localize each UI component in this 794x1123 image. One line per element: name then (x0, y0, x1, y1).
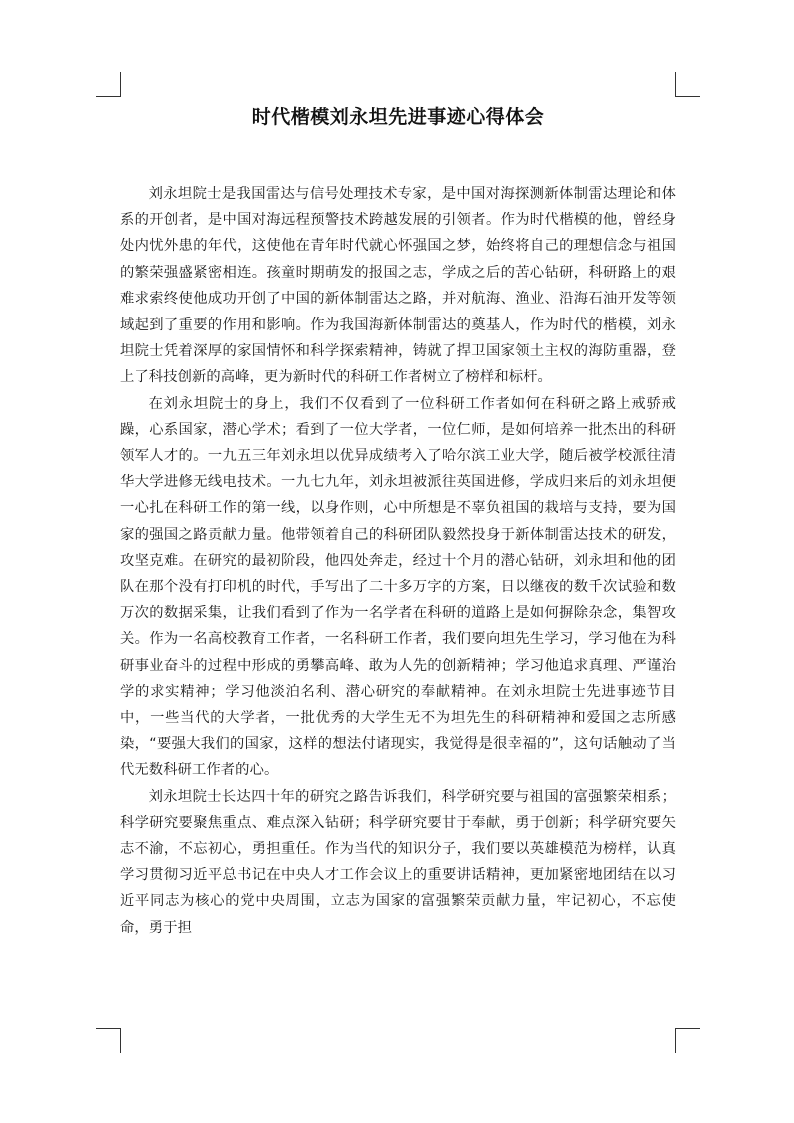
document-body (120, 181, 676, 941)
crop-mark-top-right (675, 72, 700, 97)
paragraph-3: 刘永坦院士长达四十年的研究之路告诉我们，科学研究要与祖国的富强繁荣相系；科学研究要聚焦重点、难点深入钻研；科学研究要甘于奉献，勇于创新；科学研究要矢志不渝，不忘初心，勇担重任。作为当代的知识分子，我们要以英雄模范为榜样，认真学习贯彻习近平总书记在中央人才工作会议上的重要讲话精神，更加紧密地团结在以习近平同志为核心的党中央周围，立志为国家的富强繁荣贡献力量，牢记初心，不忘使命，勇于担 (120, 788, 676, 936)
paragraph-1: 刘永坦院士是我国雷达与信号处理技术专家，是中国对海探测新体制雷达理论和体系的开创者，是中国对海远程预警技术跨越发展的引领者。作为时代楷模的他，曾经身处内忧外患的年代，这使他在青年时代就心怀强国之梦，始终将自己的理想信念与祖国的繁荣强盛紧密相连。孩童时期萌发的报国之志，学成之后的苦心钻研，科研路上的艰难求索终使他成功开创了中国的新体制雷达之路，并对航海、渔业、沿海石油开发等领域起到了重要的作用和影响。作为我国海新体制雷达的奠基人，作为时代的楷模，刘永坦院士凭着深厚的家国情怀和科学探索精神，铸就了捍卫国家领土主权的海防重器，登上了科技创新的高峰，更为新时代的科研工作者树立了榜样和标杆。 (120, 186, 676, 386)
crop-mark-top-left (96, 72, 121, 97)
crop-mark-bottom-right (675, 1028, 700, 1053)
document-page (120, 100, 676, 941)
crop-mark-bottom-left (96, 1028, 121, 1053)
paragraph-2: 在刘永坦院士的身上，我们不仅看到了一位科研工作者如何在科研之路上戒骄戒躁，心系国家，潜心学术；看到了一位大学者，一位仁师，是如何培养一批杰出的科研领军人才的。一九五三年刘永坦以优异成绩考入了哈尔滨工业大学，随后被学校派往清华大学进修无线电技术。一九七九年，刘永坦被派往英国进修，学成归来后的刘永坦便一心扎在科研工作的第一线，以身作则，心中所想是不辜负祖国的栽培与支持，要为国家的强国之路贡献力量。他带领着自己的科研团队毅然投身于新体制雷达技术的研发，攻坚克难。在研究的最初阶段，他四处奔走，经过十个月的潜心钻研，刘永坦和他的团队在那个没有打印机的时代，手写出了二十多万字的方案，日以继夜的数千次试验和数万次的数据采集，让我们看到了作为一名学者在科研的道路上是如何摒除杂念，集智攻关。作为一名高校教育工作者，一名科研工作者，我们要向坦先生学习，学习他在为科研事业奋斗的过程中形成的勇攀高峰、敢为人先的创新精神；学习他追求真理、严谨治学的求实精神；学习他淡泊名利、潜心研究的奉献精神。在刘永坦院士先进事迹节目中，一些当代的大学者，一批优秀的大学生无不为坦先生的科研精神和爱国之志所感染，“要强大我们的国家，这样的想法付诸现实，我觉得是很幸福的”，这句话触动了当代无数科研工作者的心。 (120, 395, 676, 779)
document-title: 时代楷模刘永坦先进事迹心得体会 (251, 106, 545, 128)
